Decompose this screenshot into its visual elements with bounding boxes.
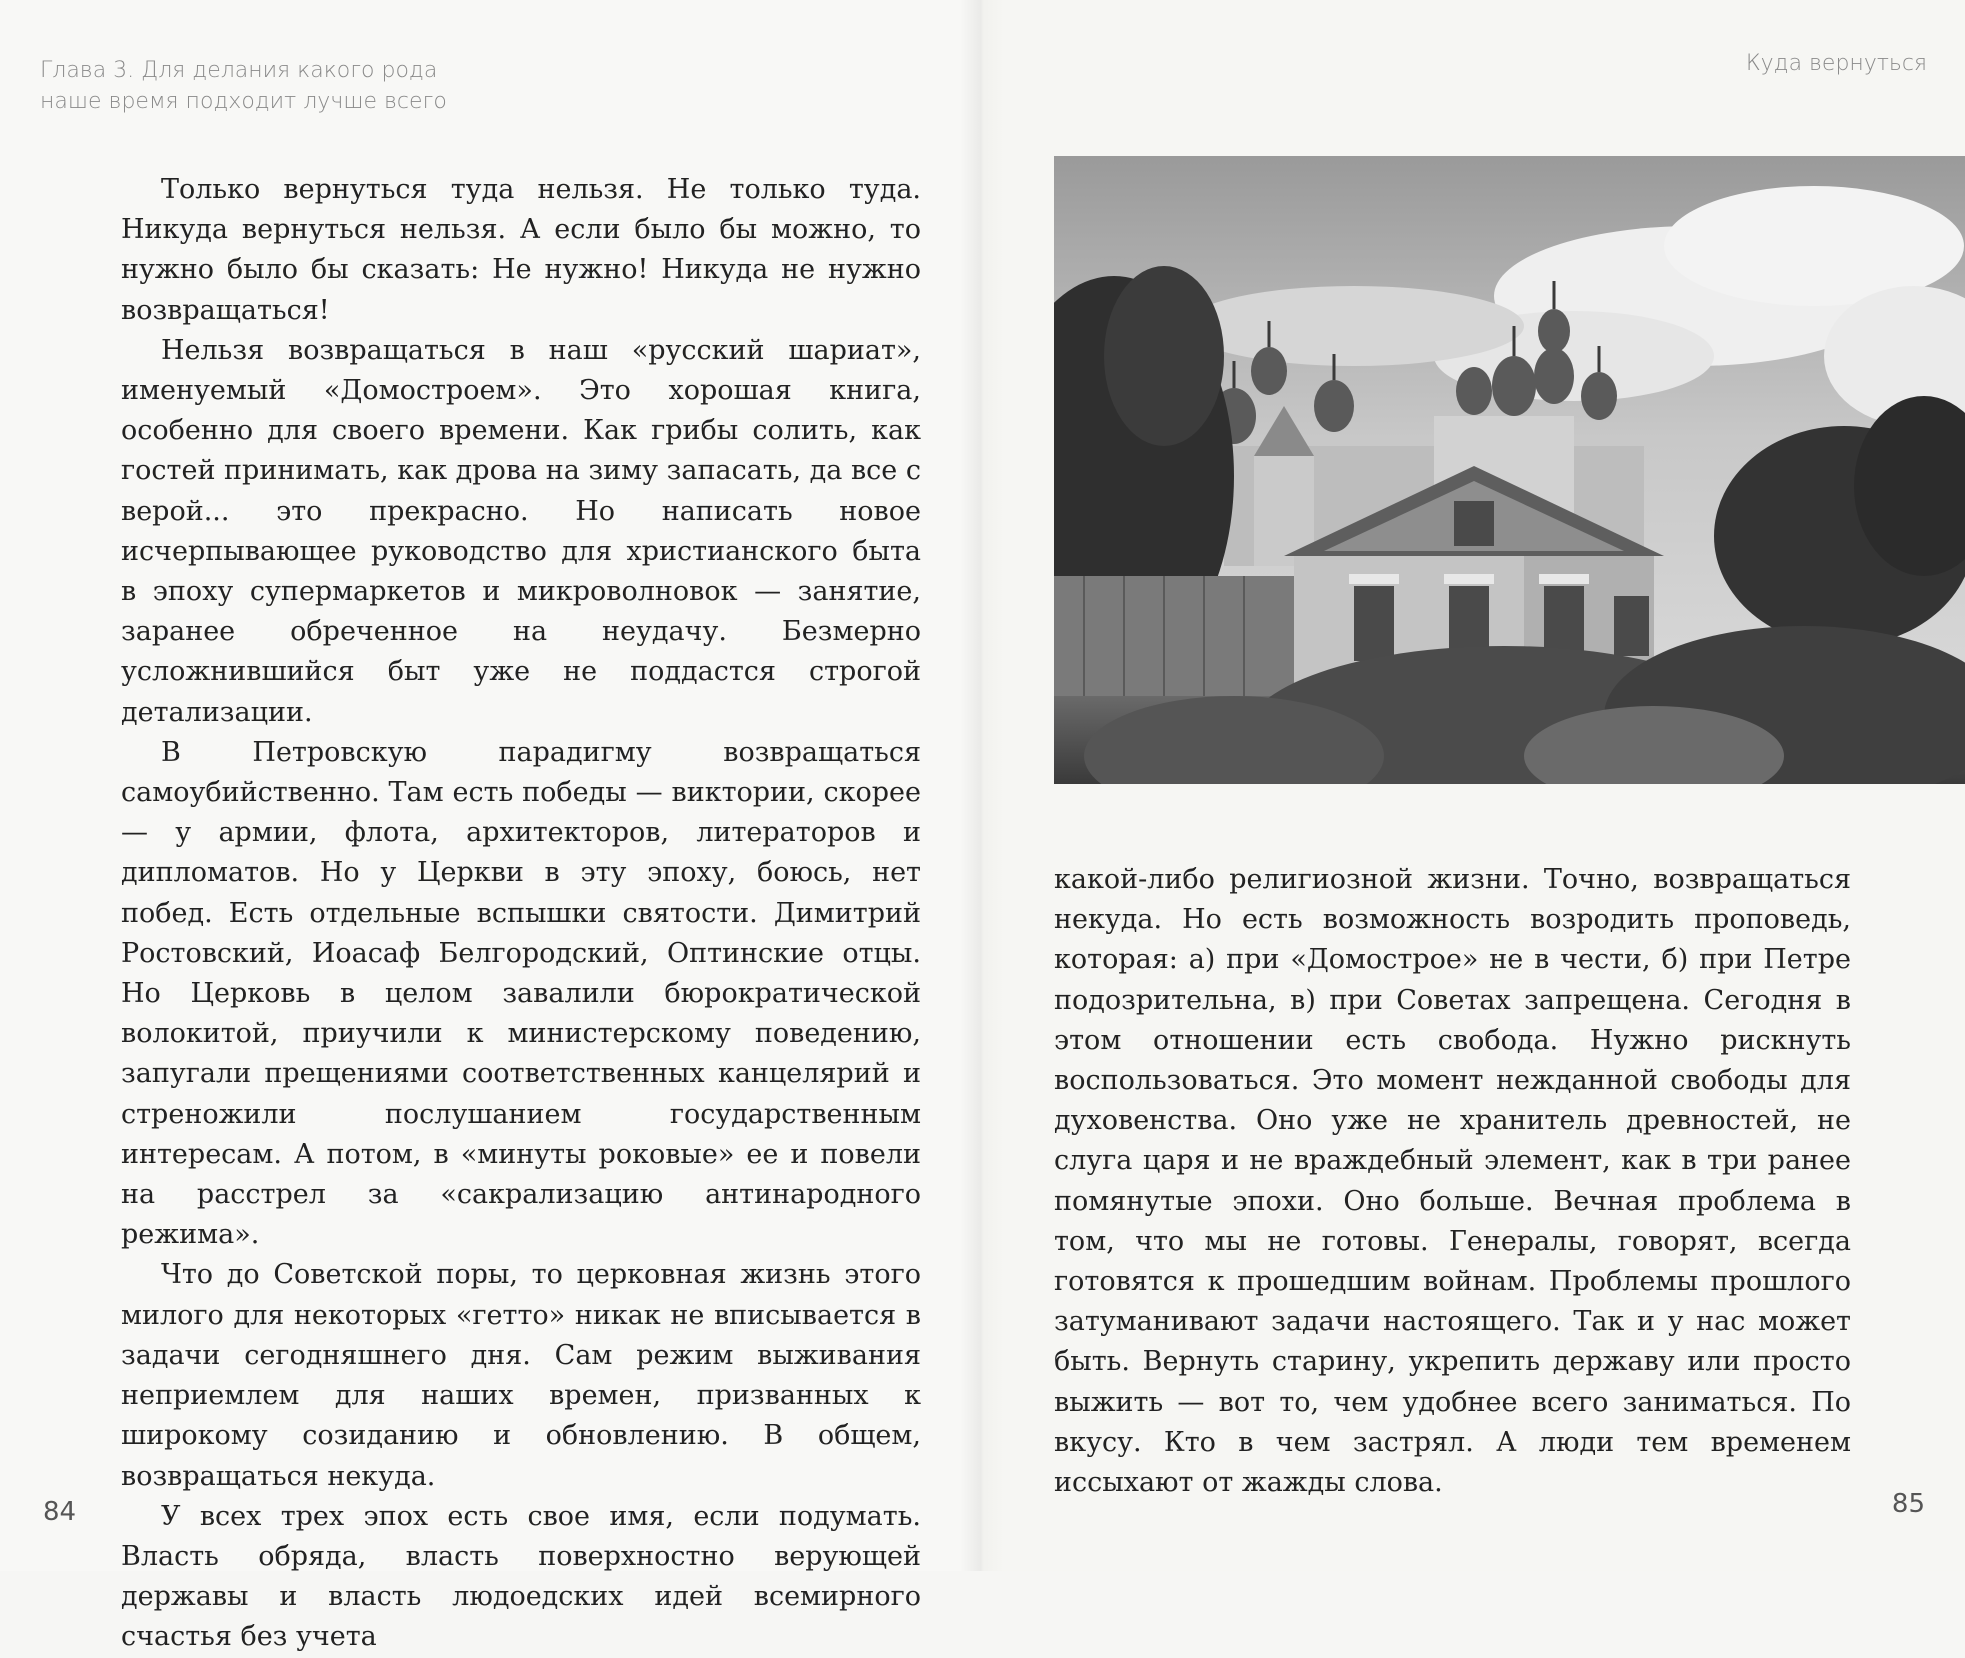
paragraph: В Петровскую парадигму возвращаться самоубийственно. Там есть победы — виктории, скорее — у армии, флота, архитекторов, литераторов и дипломатов. Но у Церкви в эту эпоху, боюсь, нет побед. Есть отдельные вспышки святости. Димитрий Ростовский, Иоасаф Белгородский, Оптинские отцы. Но Церковь в целом завалили бюрократической волокитой, приучили к министерскому поведению, запугали прещениями соответственных канцелярий и стреножили послушанием государственным интересам. А потом, в «минуты роковые» ее и повели на расстрел за «сакрализацию антинародного режима». — [121, 736, 921, 1251]
church-photo — [1054, 156, 1965, 784]
left-running-head — [40, 55, 560, 117]
paragraph: Только вернуться туда нельзя. Не только туда. Никуда вернуться нельзя. А если было бы можно, то нужно было бы сказать: Не нужно! Никуда не нужно возвращаться! — [121, 174, 921, 326]
left-page — [0, 0, 982, 1653]
paragraph: Нельзя возвращаться в наш «русский шариат», именуемый «Домостроем». Это хорошая книга, особенно для своего времени. Как грибы солить, как гостей принимать, как дрова на зиму запасать, да все с верой... это прекрасно. Но написать новое исчерпывающее руководство для христианского быта в эпоху супермаркетов и микроволновок — занятие, заранее обреченное на неудачу. Безмерно усложнившийся быт уже не поддастся строгой детализации. — [121, 334, 921, 728]
window-frames — [1349, 574, 1589, 584]
left-body-text — [121, 170, 921, 1658]
right-running-head: Куда вернуться — [1745, 51, 1927, 76]
book-gutter — [960, 0, 1004, 1571]
cloud — [1184, 286, 1524, 366]
page-number-right: 85 — [1891, 1489, 1925, 1519]
running-head-line-2: наше время подходит лучше всего — [40, 89, 447, 114]
right-body-text — [1054, 860, 1851, 1503]
page-number-left: 84 — [43, 1497, 77, 1527]
running-head-line-1: Глава 3. Для делания какого рода — [40, 58, 438, 83]
paragraph: Что до Советской поры, то церковная жизнь этого милого для некоторых «гетто» никак не вписывается в задачи сегодняшнего дня. Сам режим выживания неприемлем для наших времен, призванных к широкому созиданию и обновлению. В общем, возвращаться некуда. — [121, 1259, 921, 1492]
paragraph: какой-либо религиозной жизни. Точно, возвращаться некуда. Но есть возможность возродить проповедь, которая: а) при «Домострое» не в чести, б) при Петре подозрительна, в) при Советах запрещена. Сегодня в этом отношении есть свобода. Нужно рискнуть воспользоваться. Это момент нежданной свободы для духовенства. Оно уже не хранитель древностей, не слуга царя и не враждебный элемент, как в три ранее помянутые эпохи. Оно больше. Вечная проблема в том, что мы не готовы. Генералы, говорят, всегда готовятся к прошедшим войнам. Проблемы прошлого затуманивают задачи настоящего. Так и у нас может быть. Вернуть старину, укрепить державу или просто выжить — вот то, чем удобнее всего заниматься. По вкусу. Кто в чем застрял. А люди тем временем иссыхают от жажды слова. — [1054, 864, 1851, 1499]
paragraph: У всех трех эпох есть свое имя, если подумать. Власть обряда, власть поверхностно верующей державы и власть людоедских идей всемирного счастья без учета — [121, 1500, 921, 1653]
